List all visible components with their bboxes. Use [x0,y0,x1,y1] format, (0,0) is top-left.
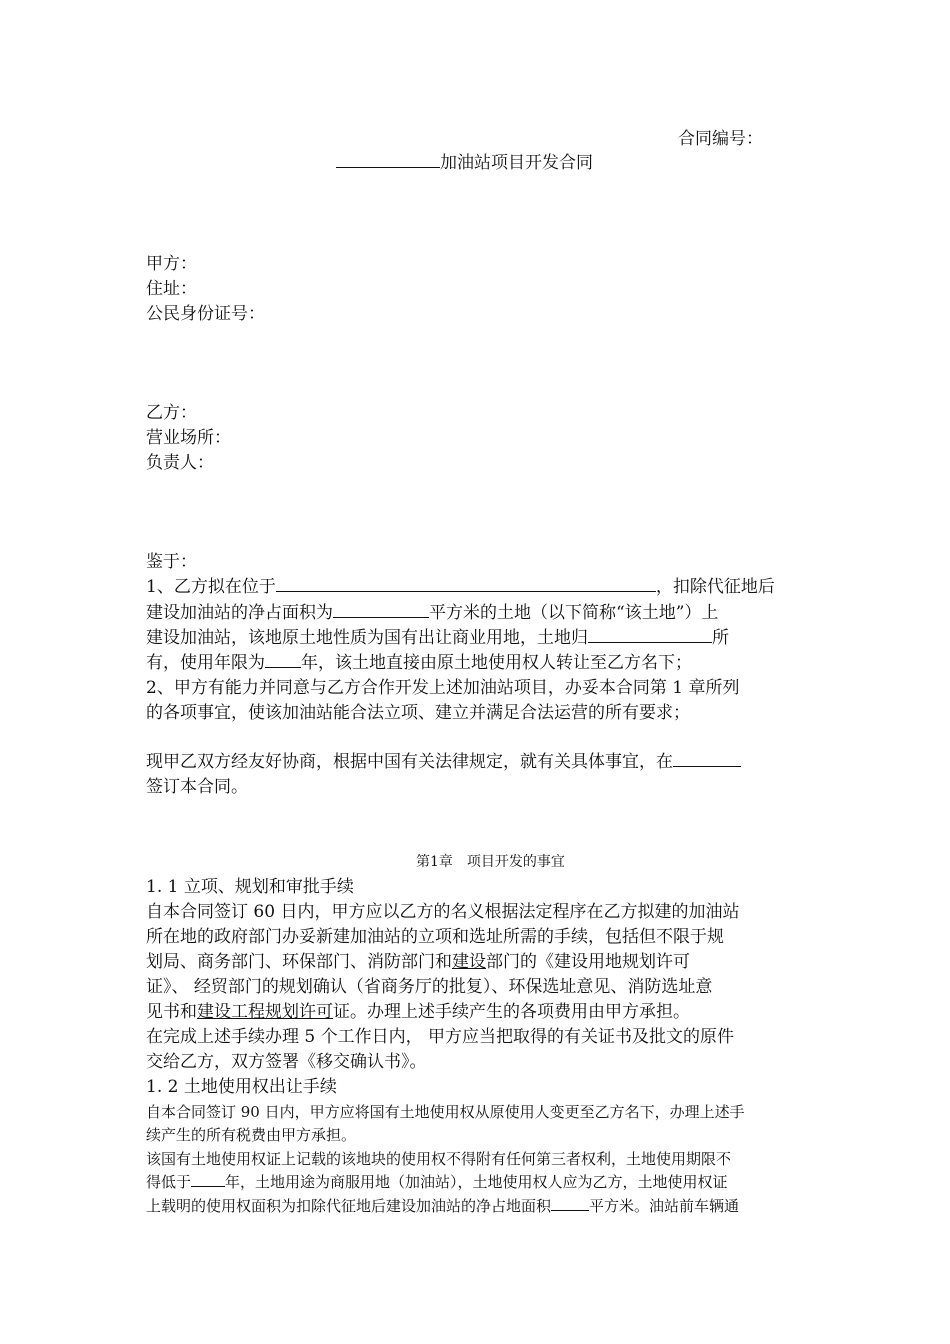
term-blank [191,1172,225,1187]
body-line: 交给乙方，双方签署《移交确认书》。 [146,1052,427,1072]
text: 部门的《建设用地规划许可 [486,952,690,972]
body-line [146,1171,728,1193]
body-line: 自本合同签订 60 日内，甲方应以乙方的名义根据法定程序在乙方拟建的加油站 [146,902,740,922]
text: 所 [712,628,729,648]
party-a-address-label: 住址： [146,279,197,299]
text: 得低于 [146,1173,192,1191]
text: 现甲乙双方经友好协商，根据中国有关法律规定，就有关具体事宜，在 [146,752,673,772]
text: 划局、商务部门、环保部门、消防部门和 [146,952,452,972]
recital-line [146,651,692,675]
body-line: 所在地的政府部门办妥新建加油站的立项和选址所需的手续，包括但不限于规 [146,927,724,947]
underlined-text: 建设工程规划许可 [197,1002,333,1022]
owner-blank [588,626,712,643]
text: 建设加油站，该地原土地性质为国有出让商业用地，土地归 [146,628,588,648]
recital-line: 2、甲方有能力并同意与乙方合作开发上述加油站项目，办妥本合同第 1 章所列 [146,678,740,698]
signing-place-blank [673,750,741,767]
whereas-heading: 鉴于： [146,552,197,572]
text: 年，该土地直接由原土地使用权人转让至乙方名下； [301,653,692,673]
body-line: 证》、 经贸部门的规划确认（省商务厅的批复）、环保选址意见、消防选址意 [146,977,713,997]
party-a-id-label: 公民身份证号： [146,304,265,324]
section-title: 1. 1 立项、规划和审批手续 [146,877,354,897]
body-line [146,1000,690,1024]
party-a-label: 甲方： [146,254,197,274]
body-line: 在完成上述手续办理 5 个工作日内， 甲方应当把取得的有关证书及批文的原件 [146,1027,735,1047]
chapter-heading: 第1章 项目开发的事宜 [416,854,565,870]
text: 平方米。油站前车辆通 [589,1197,740,1215]
text: ，扣除代征地后 [655,577,775,597]
party-b-label: 乙方： [146,403,197,423]
body-line: 续产生的所有税费由甲方承担。 [146,1126,357,1144]
area-blank [333,601,429,618]
body-line: 该国有土地使用权证上记载的该地块的使用权不得附有任何第三者权利，土地使用期限不 [146,1150,732,1168]
text: 平方米的土地（以下简称“该土地”）上 [429,603,719,623]
recital-line: 的各项事宜，使该加油站能合法立项、建立并满足合法运营的所有要求； [146,703,690,723]
text: 证。办理上述手续产生的各项费用由甲方承担。 [333,1002,690,1022]
document-title [336,151,593,175]
recital-line [146,750,741,774]
text: 有，使用年限为 [146,653,265,673]
net-area-blank [551,1196,589,1211]
years-blank [265,651,301,668]
recital-line [146,601,718,625]
party-b-place-label: 营业场所： [146,428,231,448]
text: 上载明的使用权面积为扣除代征地后建设加油站的净占地面积 [146,1197,552,1215]
location-blank [276,575,656,592]
recital-line [146,575,775,599]
contract-number-label: 合同编号： [678,129,763,149]
body-line: 自本合同签订 90 日内，甲方应将国有土地使用权从原使用人变更至乙方名下，办理上述手 [146,1103,745,1121]
title-text: 加油站项目开发合同 [440,153,593,173]
section-title: 1. 2 土地使用权出让手续 [146,1077,337,1097]
text: 1、乙方拟在位于 [146,577,276,597]
recital-line [146,626,729,650]
body-line [146,1195,739,1217]
underlined-text: 建设 [452,952,486,972]
recital-line: 签订本合同。 [146,777,248,797]
party-b-manager-label: 负责人： [146,453,214,473]
body-line [146,950,690,974]
text: 见书和 [146,1002,197,1022]
title-blank [336,151,440,168]
text: 年，土地用途为商服用地（加油站），土地使用权人应为乙方，土地使用权证 [225,1173,728,1191]
text: 建设加油站的净占面积为 [146,603,333,623]
